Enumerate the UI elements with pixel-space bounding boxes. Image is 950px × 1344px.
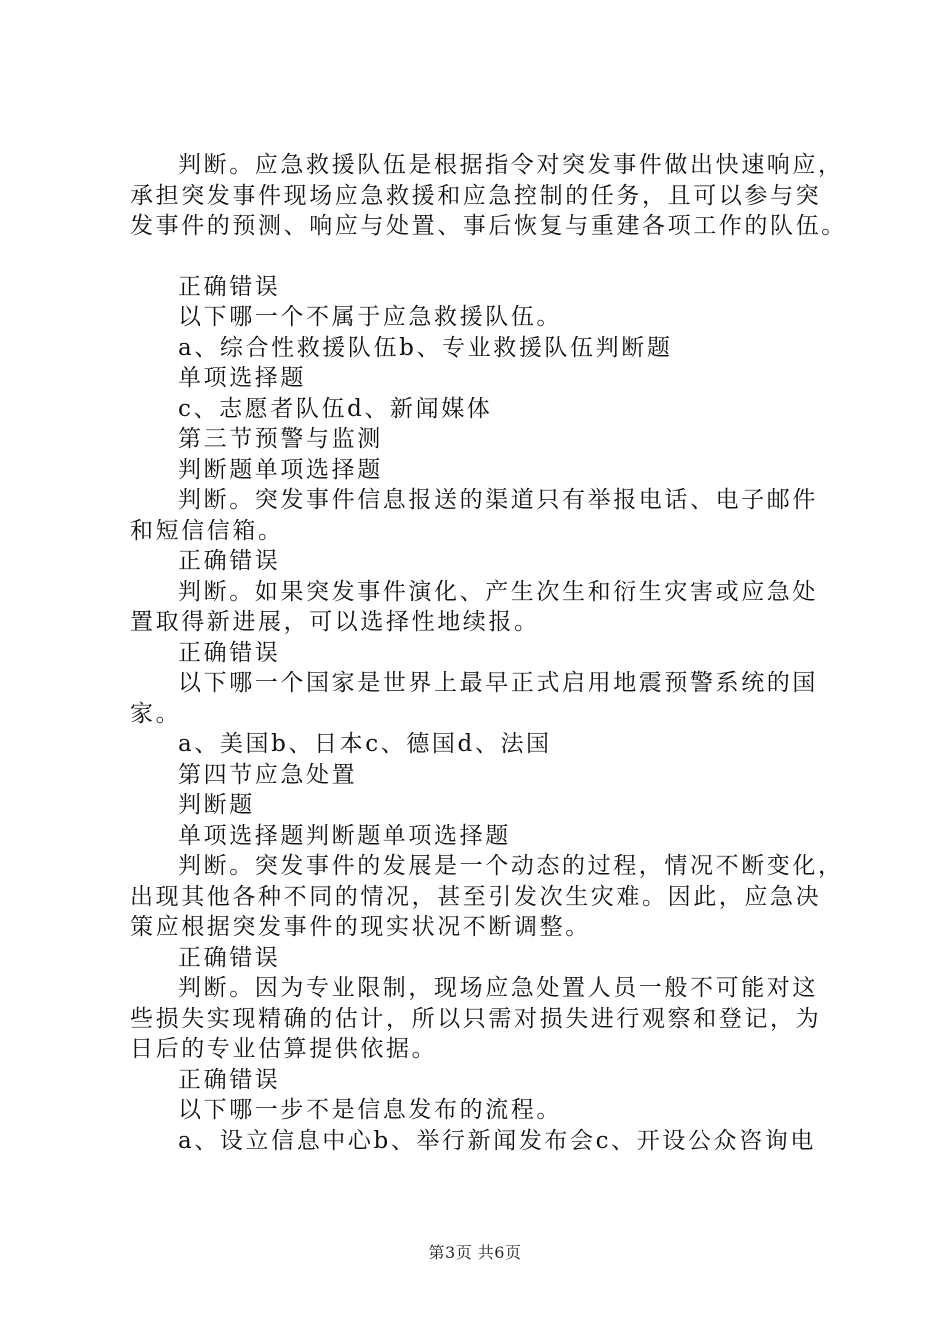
question-line: 和短信信箱。 xyxy=(130,517,284,544)
answer-options-line: 正确错误 xyxy=(178,944,281,971)
question-line: 以下哪一个不属于应急救援队伍。 xyxy=(178,304,562,330)
question-type-line: 单项选择题判断题单项选择题 xyxy=(178,822,511,849)
question-line: 些损失实现精确的估计，所以只需对损失进行观察和登记，为 xyxy=(130,1005,822,1032)
question-line: 置取得新进展，可以选择性地续报。 xyxy=(130,609,540,635)
choices-line: a、综合性救援队伍b、专业救援队伍判断题 xyxy=(178,334,673,361)
section-heading: 第四节应急处置 xyxy=(178,761,358,788)
question-line: 家。 xyxy=(130,700,182,727)
paragraph-line: 承担突发事件现场应急救援和应急控制的任务，且可以参与突 xyxy=(130,182,822,209)
document-body xyxy=(130,150,847,1156)
answer-options-line: 正确错误 xyxy=(178,273,281,300)
answer-options-line: 正确错误 xyxy=(178,1066,281,1093)
choices-line: a、设立信息中心b、举行新闻发布会c、开设公众咨询电 xyxy=(178,1127,816,1154)
question-line: 出现其他各种不同的情况，甚至引发次生灾难。因此，应急决 xyxy=(130,883,822,910)
choices-line: a、美国b、日本c、德国d、法国 xyxy=(178,731,552,757)
paragraph-line: 判断。应急救援队伍是根据指令对突发事件做出快速响应， xyxy=(178,152,844,178)
page-footer: 第3页 共6页 xyxy=(428,1243,522,1262)
question-type-line: 单项选择题 xyxy=(178,365,306,391)
question-line: 判断。突发事件的发展是一个动态的过程，情况不断变化， xyxy=(178,853,844,879)
question-line: 判断。因为专业限制，现场应急处置人员一般不可能对这 xyxy=(178,975,818,1001)
choices-line: c、志愿者队伍d、新闻媒体 xyxy=(178,395,493,422)
paragraph-line: 发事件的预测、响应与处置、事后恢复与重建各项工作的队伍。 xyxy=(130,213,847,239)
question-line: 日后的专业估算提供依据。 xyxy=(130,1036,438,1062)
question-line: 判断。如果突发事件演化、产生次生和衍生灾害或应急处 xyxy=(178,578,818,605)
question-line: 判断。突发事件信息报送的渠道只有举报电话、电子邮件 xyxy=(178,487,818,513)
question-line: 以下哪一步不是信息发布的流程。 xyxy=(178,1097,562,1123)
question-line: 策应根据突发事件的现实状况不断调整。 xyxy=(130,914,591,940)
section-heading: 第三节预警与监测 xyxy=(178,426,383,452)
answer-options-line: 正确错误 xyxy=(178,548,281,574)
answer-options-line: 正确错误 xyxy=(178,639,281,666)
question-type-line: 判断题 xyxy=(178,792,255,818)
question-type-line: 判断题单项选择题 xyxy=(178,456,383,483)
paragraph-gap xyxy=(130,242,840,272)
question-line: 以下哪一个国家是世界上最早正式启用地震预警系统的国 xyxy=(178,670,818,696)
